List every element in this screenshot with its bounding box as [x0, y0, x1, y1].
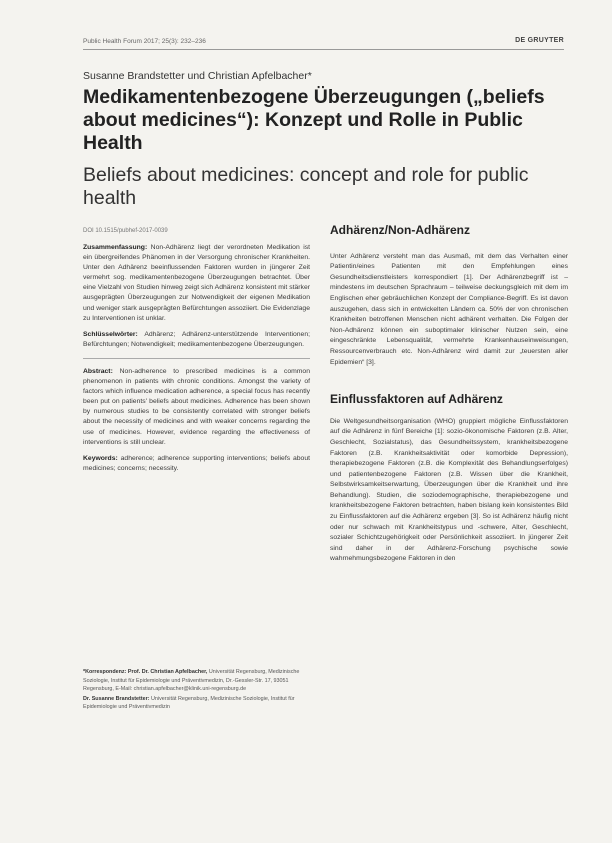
- abstract-text: Non-adherence to prescribed medicines is a common phenomenon in patients with chronic conditions. Amongst the variety of factors which influence medication adherence, a special focus has recently been put on patients' beliefs about medicines. Adherence has been shown by numerous studies to be consistently correlated with stronger beliefs about the necessity of medicines and with weaker concerns regarding the use of medicines. However, evidence regarding the effectiveness of interventions is still unclear.: [83, 367, 310, 446]
- header-divider: [83, 49, 564, 50]
- abstract-en: [83, 367, 310, 448]
- abstract-column: [83, 243, 310, 480]
- keywords-text: adherence; adherence supporting interventions; beliefs about medicines; concerns; necessity.: [83, 454, 311, 472]
- keywords-label: Keywords:: [83, 454, 118, 462]
- zusammenfassung-label: Zusammenfassung:: [83, 244, 148, 251]
- schluesselwoerter-label: Schlüsselwörter:: [83, 330, 138, 338]
- footnote-corresponding-label: *Korrespondenz: Prof. Dr. Christian Apfelbacher,: [83, 669, 208, 675]
- title-english: Beliefs about medicines: concept and role for public health: [83, 164, 529, 209]
- authors: Susanne Brandstetter und Christian Apfelbacher*: [83, 70, 312, 82]
- correspondence-footnote: [83, 668, 310, 713]
- section-text-adhaerenz: Unter Adhärenz versteht man das Ausmaß, mit dem das Verhalten einer Patientin/eines Patienten mit den Empfehlungen eines Gesundheitsdienstleisters korrespondiert [1]. Der Adhärenzbegriff ist – mindestens im deutschen Sprachraum – teilweise deckungsgleich mit dem im Englischen eher gebräuchlichen Konzept der Compliance-Begriff. Es ist davon auszugehen, dass sich in entwickelten Ländern ca. 50% der von chronischen Krankheiten betroffenen Menschen nicht adhärent verhalten. Die Folgen der Non-Adhärenz können ein suboptimaler klinischer Nutzen sein, eine eingeschränkte Lebensqualität, vermehrte Krankenhauseinweisungen, Ressourcenverbrauch etc. Non-Adhärenz wird damit zur „teuersten aller Epidemien“ [3].: [330, 252, 568, 366]
- footnote-corresponding: [83, 668, 310, 694]
- section-heading-adhaerenz: Adhärenz/Non-Adhärenz: [330, 223, 471, 237]
- journal-citation: Public Health Forum 2017; 25(3): 232–236: [83, 38, 206, 45]
- footnote-second-label: Dr. Susanne Brandstetter:: [83, 695, 150, 702]
- footnote-second-author: [83, 695, 310, 712]
- zusammenfassung: [83, 243, 310, 324]
- publisher-logo: DE GRUYTER: [515, 37, 564, 44]
- keywords: [83, 454, 310, 474]
- footnote-corresponding-text: Universität Regensburg, Medizinische Soziologie, Institut für Epidemiologie und Präventivmedizin, Dr.-Gessler-Str. 17, 93051 Regensburg, E-Mail: christian.apfelbacher@klinik.uni-regensburg.de: [83, 669, 300, 693]
- abstract-label: Abstract:: [83, 367, 113, 375]
- zusammenfassung-text: Non-Adhärenz liegt der verordneten Medikation ist ein übergreifendes Phänomen in der Versorgung chronischer Krankheiten. Unter den Adhärenz beeinflussenden Faktoren wurden in jüngerer Zeit vermehrt sog. medikamentenbezogene Überzeugungen betrachtet. Über eine Vielzahl von Studien hinweg zeigt sich Adhärenz konsistent mit stärker ausgeprägten Überzeugungen zur Notwendigkeit der eigenen Medikation und weniger stark ausgeprägten Befürchtungen assoziiert. Die Evidenzlage zu Interventionen ist unklar.: [83, 244, 310, 322]
- schluesselwoerter: [83, 330, 310, 350]
- doi: DOI 10.1515/pubhef-2017-0039: [83, 228, 168, 234]
- abstract-divider: [83, 358, 310, 359]
- section-heading-einflussfaktoren: Einflussfaktoren auf Adhärenz: [330, 392, 503, 407]
- schluesselwoerter-text: Adhärenz; Adhärenz-unterstützende Interventionen; Befürchtungen; Notwendigkeit; medikamentenbezogene Überzeugungen.: [83, 330, 311, 348]
- section-text-einflussfaktoren: Die Weltgesundheitsorganisation (WHO) gruppiert mögliche Einflussfaktoren auf die Adhärenz in fünf Bereiche [1]: sozio-ökonomische Faktoren (z.B. Alter, Geschlecht, Sozialstatus), das Gesundheitssystem, krankheitsbezogene Faktoren (z.B. Krankheitsaktivität oder komorbide Depression), therapiebezogene Faktoren (z.B. die Komplexität des Behandlungserfolges) und patientenbezogene Faktoren (z.B. Wissen über die Krankheit, Selbstwirksamkeitserwartung, Überzeugungen über die Krankheit und ihre Behandlung). Studien, die soziodemographische, therapiebezogene und krankheitsbezogene Faktoren betrachten, haben bislang kein konsistentes Bild zu Einflussfaktoren auf die Adhärenz ergeben [3]. So ist Adhärenz häufig nicht oder nur schwach mit Krankheitstypus und -schwere, Alter, Geschlecht, sozialer Schichtzugehörigkeit oder Persönlichkeit assoziiert. In jüngerer Zeit sind daher in der Adhärenz-Forschung psychische sowie wahrnehmungsbezogene Faktoren in den: [330, 417, 568, 563]
- footnote-second-text: Universität Regensburg, Medizinische Soziologie, Institut für Epidemiologie und Präventivmedizin: [83, 695, 295, 711]
- body-column: [330, 225, 568, 565]
- title-german: Medikamentenbezogene Überzeugungen („beliefs about medicines“): Konzept und Rolle in Public Health: [83, 86, 545, 154]
